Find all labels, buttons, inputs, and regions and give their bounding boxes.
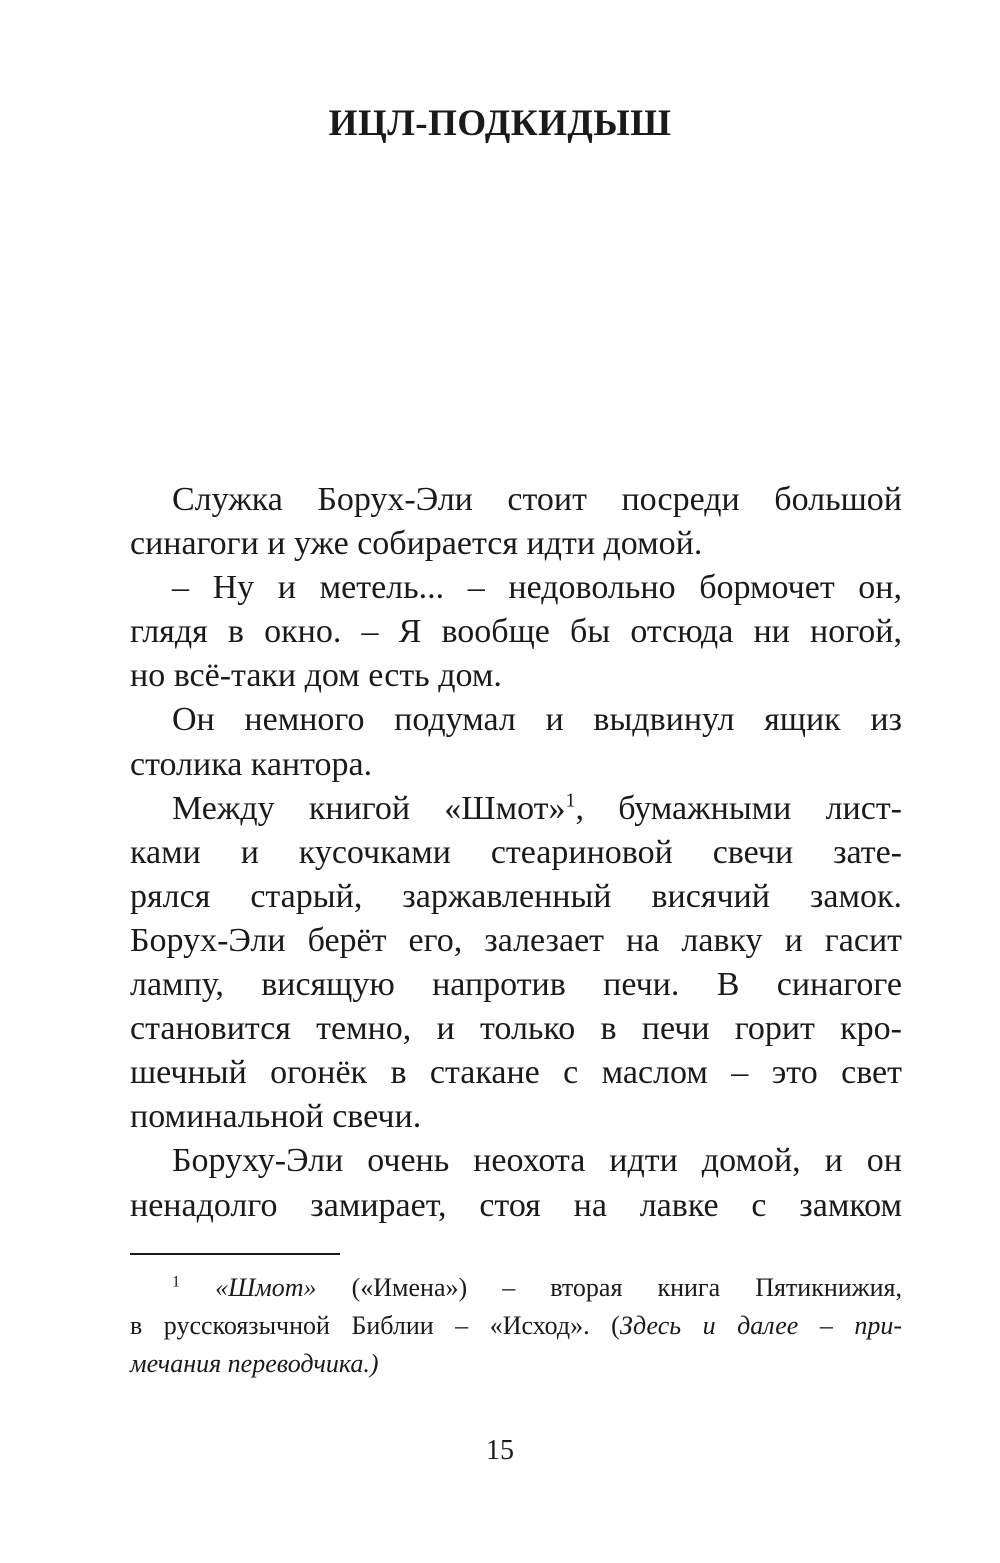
- footnote-italic-text: Здесь и далее – при-: [619, 1311, 902, 1340]
- text-line: синагоги и уже собирается идти домой.: [130, 525, 703, 563]
- text-segment: , бумажными лист-: [575, 789, 903, 827]
- text-segment: Между книгой «Шмот»: [172, 789, 566, 827]
- text-line: но всё-таки дом есть дом.: [130, 657, 502, 695]
- text-line: становится темно, и только в печи горит кро-: [130, 1010, 902, 1048]
- text-line: Служка Борух-Эли стоит посреди большой: [172, 481, 902, 518]
- text-line: Боруху-Эли очень неохота идти домой, и он: [172, 1142, 902, 1180]
- text-line: Он немного подумал и выдвинул ящик из: [172, 701, 902, 739]
- chapter-title: ИЦЛ-ПОДКИДЫШ: [328, 103, 672, 144]
- text-line: рялся старый, заржавленный висячий замок.: [130, 877, 902, 915]
- text-line: – Ну и метель... – недовольно бормочет он,: [172, 569, 902, 607]
- footnote-italic-text: «Шмот»: [215, 1273, 317, 1302]
- footnote-line: [130, 1307, 902, 1345]
- text-line-with-footnote-ref: [130, 787, 902, 831]
- page-number: 15: [486, 1435, 514, 1466]
- footnote-text: («Имена») – вторая книга Пятикнижия,: [316, 1273, 902, 1302]
- text-line: столика кантора.: [130, 745, 373, 783]
- text-line: поминальной свечи.: [130, 1098, 422, 1136]
- text-line: лампу, висящую напротив печи. В синагоге: [130, 966, 902, 1004]
- text-line: глядя в окно. – Я вообще бы отсюда ни ногой,: [130, 613, 902, 651]
- footnote-marker: 1: [172, 1273, 180, 1291]
- footnote-text: в русскоязычной Библии – «Исход». (: [130, 1311, 620, 1340]
- footnote-reference: 1: [565, 789, 576, 812]
- footnote-italic-text: мечания переводчика.): [130, 1349, 379, 1378]
- body-text: [130, 478, 902, 1228]
- footnote-line: [130, 1345, 902, 1383]
- footnote-divider: [130, 1253, 340, 1255]
- text-line: ненадолго замирает, стоя на лавке с замком: [130, 1186, 902, 1224]
- footnote-line: [130, 1269, 902, 1307]
- text-line: ками и кусочками стеариновой свечи зате-: [130, 833, 902, 871]
- text-line: Борух-Эли берёт его, залезает на лавку и гасит: [130, 921, 902, 959]
- footnote: [130, 1269, 902, 1383]
- text-line: шечный огонёк в стакане с маслом – это свет: [130, 1054, 902, 1092]
